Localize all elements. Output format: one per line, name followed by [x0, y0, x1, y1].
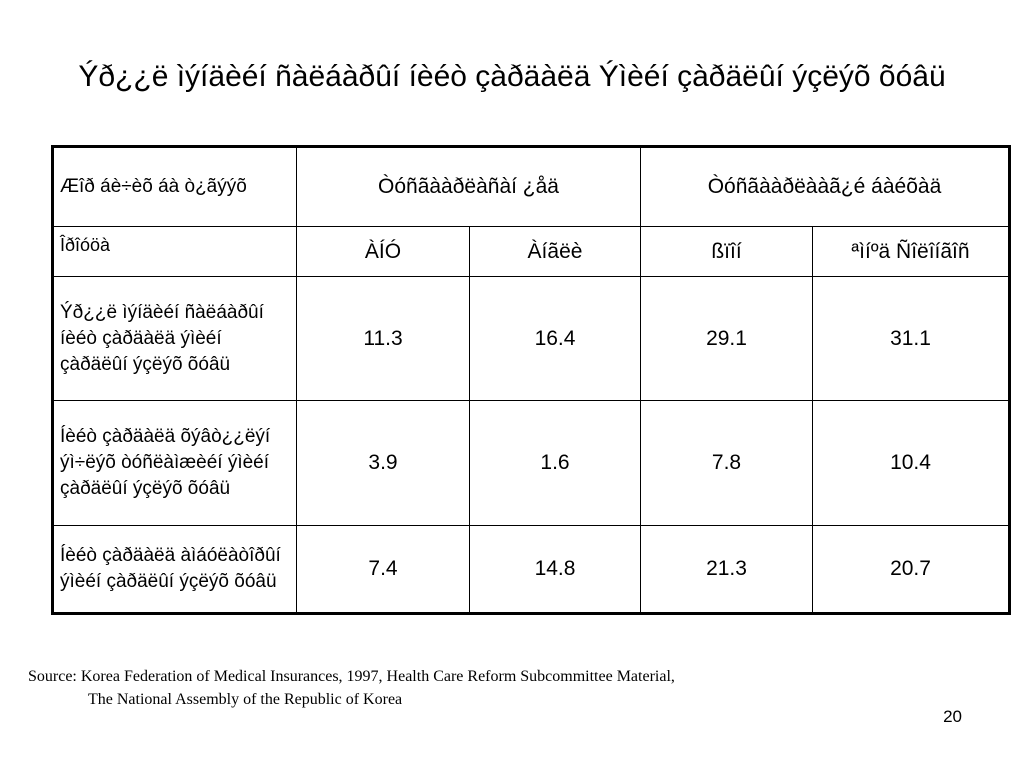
table-cell: 7.8: [641, 401, 813, 526]
table-cell: 21.3: [641, 526, 813, 614]
table-cell: 16.4: [470, 277, 641, 401]
source-line-1: Source: Korea Federation of Medical Insurances, 1997, Health Care Reform Subcommittee Material,: [28, 668, 675, 685]
page-number: 20: [943, 707, 962, 726]
table-cell: 20.7: [813, 526, 1010, 614]
column-header-uk: Àíãëè: [470, 227, 641, 277]
table-cell: 11.3: [297, 277, 470, 401]
table-cell: 3.9: [297, 401, 470, 526]
table-row: [53, 526, 1010, 614]
table-cell: 1.6: [470, 401, 641, 526]
table-cell: 29.1: [641, 277, 813, 401]
slide-title: Ýð¿¿ë ìýíäèéí ñàëáàðûí íèéò çàðäàëä Ýìèéí çàðäëûí ýçëýõ õóâü: [78, 60, 946, 93]
table-row: [53, 401, 1010, 526]
group-header-not-separated: Òóñãààðëààã¿é áàéõàä: [641, 147, 1010, 227]
table-row: [53, 277, 1010, 401]
table-cell: 14.8: [470, 526, 641, 614]
source-line-2: The National Assembly of the Republic of Korea: [88, 691, 403, 708]
row-label: Ýð¿¿ë ìýíäèéí ñàëáàðûí íèéò çàðäàëä ýìèéí çàðäëûí ýçëýõ õóâü: [53, 277, 297, 401]
column-header-japan: ßïîí: [641, 227, 813, 277]
table-subheader-label: Îðîóöà: [53, 227, 297, 277]
table-cell: 31.1: [813, 277, 1010, 401]
column-header-usa: ÀÍÓ: [297, 227, 470, 277]
row-label: Íèéò çàðäàëä õýâò¿¿ëýí ýì÷ëýõ òóñëàìæèéí ýìèéí çàðäëûí ýçëýõ õóâü: [53, 401, 297, 526]
data-table: [51, 145, 1011, 615]
table-cell: 10.4: [813, 401, 1010, 526]
table-header-row: [53, 147, 1010, 227]
source-note: [28, 665, 675, 711]
table-subheader-row: [53, 227, 1010, 277]
row-label: Íèéò çàðäàëä àìáóëàòîðûí ýìèéí çàðäëûí ýçëýõ õóâü: [53, 526, 297, 614]
column-header-south-korea: ªìíºä Ñîëîíãîñ: [813, 227, 1010, 277]
table-corner-label: Æîð áè÷èõ áà ò¿ãýýõ: [53, 147, 297, 227]
table-cell: 7.4: [297, 526, 470, 614]
group-header-separated: Òóñãààðëàñàí ¿åä: [297, 147, 641, 227]
